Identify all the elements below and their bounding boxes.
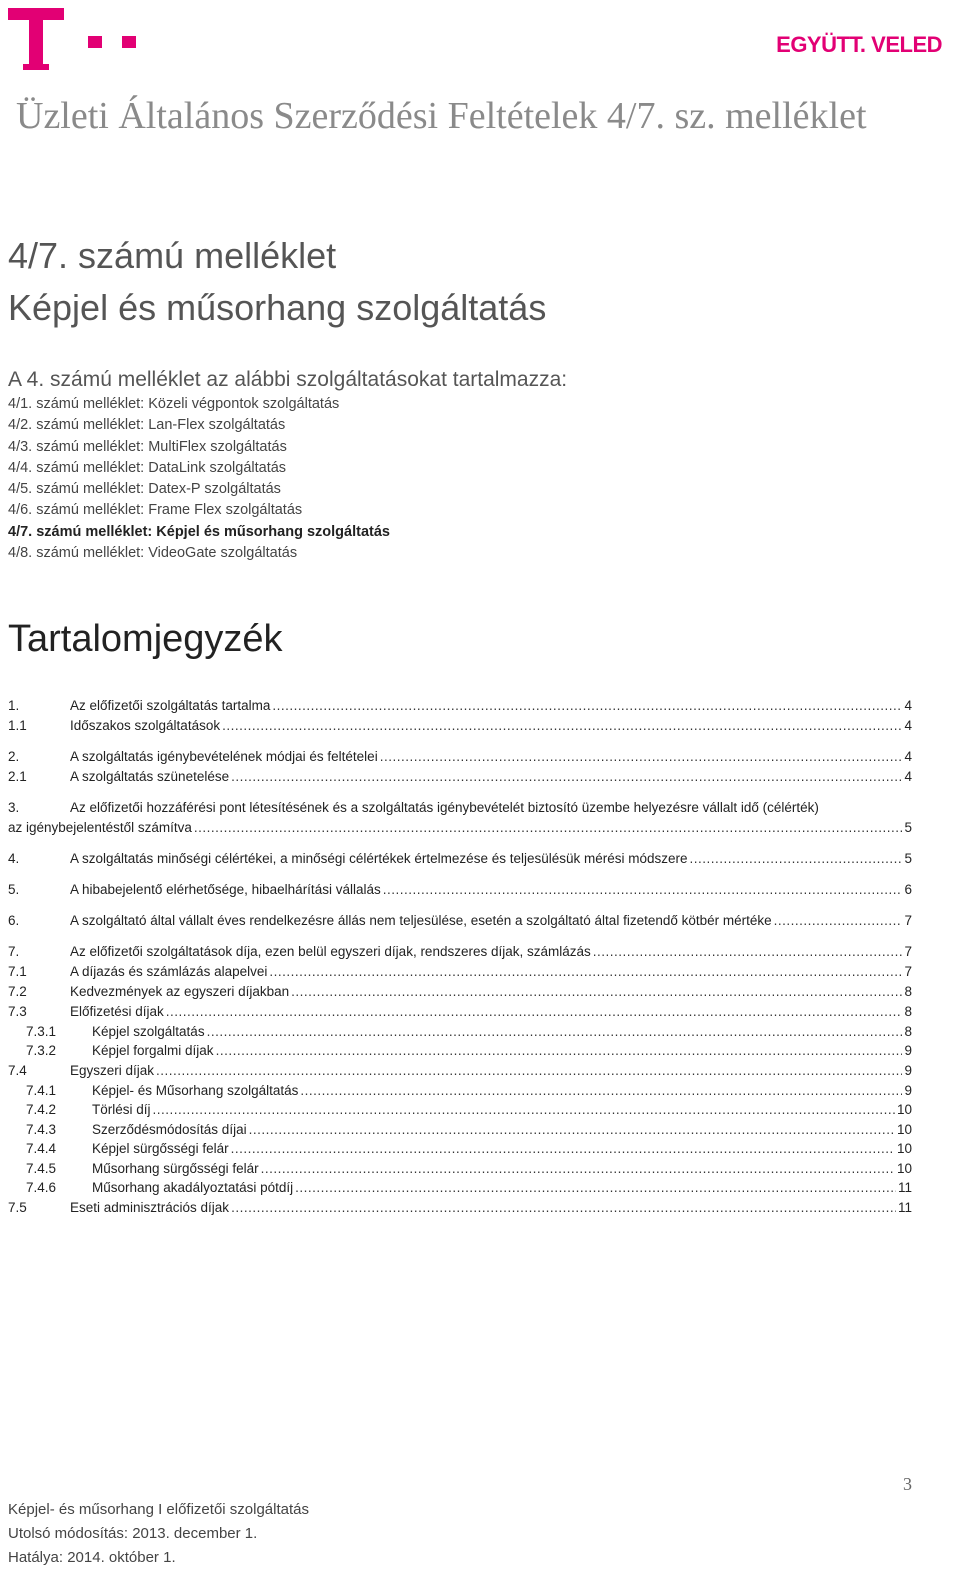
toc-number: 7. <box>8 944 20 959</box>
annex-list-item: 4/2. számú melléklet: Lan-Flex szolgáltatás <box>8 417 286 434</box>
toc-page: 9 <box>904 1083 912 1098</box>
toc-entry-3[interactable] <box>8 800 912 815</box>
toc-number: 7.3.2 <box>26 1043 57 1058</box>
toc-leader <box>295 1180 896 1195</box>
toc-page: 11 <box>897 1180 912 1195</box>
toc-page: 8 <box>904 1024 912 1039</box>
toc-leader <box>207 1024 903 1039</box>
toc-number: 3. <box>8 800 20 815</box>
toc-number: 7.4.3 <box>26 1122 57 1137</box>
toc-title: Szerződésmódosítás díjai <box>92 1122 247 1137</box>
toc-page: 4 <box>904 718 912 733</box>
toc-entry-7-4-5[interactable] <box>8 1161 912 1176</box>
toc-number: 1.1 <box>8 718 27 733</box>
annex-list-item: 4/4. számú melléklet: DataLink szolgáltatás <box>8 459 287 476</box>
toc-number: 7.4.1 <box>26 1083 57 1098</box>
toc-leader <box>216 1043 903 1058</box>
toc-leader <box>153 1102 895 1117</box>
toc-entry-7-4-6[interactable] <box>8 1180 912 1195</box>
toc-page: 4 <box>904 698 912 713</box>
toc-entry-7-4-2[interactable] <box>8 1102 912 1117</box>
toc-number: 5. <box>8 882 20 897</box>
toc-entry-7-5[interactable] <box>8 1200 912 1215</box>
toc-leader <box>166 1004 903 1019</box>
toc-leader <box>272 698 902 713</box>
toc-title: Képjel forgalmi díjak <box>92 1043 214 1058</box>
footer-effective-date: Hatálya: 2014. október 1. <box>8 1549 176 1566</box>
toc-title: Előfizetési díjak <box>70 1004 164 1019</box>
toc-page: 7 <box>904 913 912 928</box>
annex-list-item: 4/3. számú melléklet: MultiFlex szolgáltatás <box>8 438 287 455</box>
toc-leader <box>380 749 903 764</box>
toc-leader <box>269 964 902 979</box>
toc-page: 5 <box>904 851 912 866</box>
annex-list-item: 4/8. számú melléklet: VideoGate szolgáltatás <box>8 545 298 562</box>
toc-entry-1-1[interactable] <box>8 718 912 733</box>
toc-entry-7-3-1[interactable] <box>8 1024 912 1039</box>
toc-entry-7[interactable] <box>8 944 912 959</box>
annex-list-item: 4/5. számú melléklet: Datex-P szolgáltatás <box>8 481 281 498</box>
toc-entry-4[interactable] <box>8 851 912 866</box>
toc-page: 10 <box>896 1122 912 1137</box>
annex-list-item-current: 4/7. számú melléklet: Képjel és műsorhang szolgáltatás <box>8 523 390 540</box>
page-number: 3 <box>903 1474 912 1494</box>
toc-leader <box>593 944 903 959</box>
toc-title: A szolgáltató által vállalt éves rendelkezésre állás nem teljesülése, esetén a szolgáltató által fizetendő kötbér mértéke <box>70 913 772 928</box>
toc-leader <box>291 984 902 999</box>
toc-title: Eseti adminisztrációs díjak <box>70 1200 230 1215</box>
toc-title: Egyszeri díjak <box>70 1063 155 1078</box>
annex-title <box>8 230 546 334</box>
toc-entry-7-4-4[interactable] <box>8 1141 912 1156</box>
slogan: EGYÜTT. VELED <box>776 32 942 57</box>
annex-number: 4/7. számú melléklet <box>8 235 337 276</box>
toc-leader <box>300 1083 902 1098</box>
annex-list-item: 4/6. számú melléklet: Frame Flex szolgáltatás <box>8 502 303 519</box>
toc-page: 9 <box>904 1063 912 1078</box>
toc-number: 7.1 <box>8 964 27 979</box>
toc-entry-1[interactable] <box>8 698 912 713</box>
telekom-logo <box>8 8 148 74</box>
toc-page: 7 <box>904 964 912 979</box>
toc-title: Képjel sürgősségi felár <box>92 1141 229 1156</box>
toc-entry-7-4-1[interactable] <box>8 1083 912 1098</box>
toc-entry-7-1[interactable] <box>8 964 912 979</box>
toc-number: 7.4.6 <box>26 1180 57 1195</box>
toc-page: 10 <box>896 1161 912 1176</box>
toc-number: 7.3.1 <box>26 1024 57 1039</box>
toc-entry-2[interactable] <box>8 749 912 764</box>
toc-page: 10 <box>896 1102 912 1117</box>
toc-number: 7.4 <box>8 1063 27 1078</box>
annex-list-item: 4/1. számú melléklet: Közeli végpontok szolgáltatás <box>8 396 340 412</box>
annex-name: Képjel és műsorhang szolgáltatás <box>8 287 547 328</box>
toc-page: 7 <box>904 944 912 959</box>
toc-page: 8 <box>904 984 912 999</box>
toc-heading: Tartalomjegyzék <box>8 618 283 660</box>
toc-title-continued: az igénybejelentéstől számítva <box>8 820 192 835</box>
toc-title: A szolgáltatás igénybevételének módjai és feltételei <box>70 749 378 764</box>
toc-entry-5[interactable] <box>8 882 912 897</box>
footer <box>8 1498 309 1570</box>
document-title: Üzleti Általános Szerződési Feltételek 4/7. sz. melléklet <box>16 95 867 137</box>
toc-number: 7.2 <box>8 984 27 999</box>
toc-entry-7-4-3[interactable] <box>8 1122 912 1137</box>
toc-number: 1. <box>8 698 20 713</box>
toc-leader <box>194 820 903 835</box>
toc-title: Képjel szolgáltatás <box>92 1024 205 1039</box>
toc-title: Az előfizetői szolgáltatások díja, ezen belül egyszeri díjak, rendszeres díjak, számlázás <box>70 944 591 959</box>
toc-title: A szolgáltatás szünetelése <box>70 769 230 784</box>
toc-number: 7.3 <box>8 1004 27 1019</box>
toc-leader <box>222 718 902 733</box>
toc-page: 5 <box>904 820 912 835</box>
toc-title: Az előfizetői szolgáltatás tartalma <box>70 698 271 713</box>
toc-title: A díjazás és számlázás alapelvei <box>70 964 268 979</box>
toc-page: 6 <box>904 882 912 897</box>
toc-leader <box>774 913 903 928</box>
toc-number: 2.1 <box>8 769 27 784</box>
toc-entry-6[interactable] <box>8 913 912 928</box>
toc-number: 4. <box>8 851 20 866</box>
toc-number: 7.4.2 <box>26 1102 57 1117</box>
toc-page: 4 <box>904 749 912 764</box>
annex-intro: A 4. számú melléklet az alábbi szolgáltatásokat tartalmazza: <box>8 368 568 391</box>
toc-entry-7-3[interactable] <box>8 1004 912 1019</box>
toc-number: 7.5 <box>8 1200 27 1215</box>
toc-title: Képjel- és Műsorhang szolgáltatás <box>92 1083 299 1098</box>
toc-page: 9 <box>904 1043 912 1058</box>
toc-title: Kedvezmények az egyszeri díjakban <box>70 984 290 999</box>
toc-number: 7.4.4 <box>26 1141 57 1156</box>
toc-leader <box>156 1063 902 1078</box>
toc-leader <box>690 851 903 866</box>
toc-page: 11 <box>897 1200 912 1215</box>
toc-title: Műsorhang sürgősségi felár <box>92 1161 259 1176</box>
toc-page: 10 <box>896 1141 912 1156</box>
toc-title: A szolgáltatás minőségi célértékei, a minőségi célértékek értelmezése és teljesülésük mérési módszere <box>70 851 688 866</box>
toc-leader <box>231 769 902 784</box>
toc-leader <box>231 1141 895 1156</box>
toc-number: 6. <box>8 913 20 928</box>
toc-title: Törlési díj <box>92 1102 151 1117</box>
toc-number: 7.4.5 <box>26 1161 57 1176</box>
toc-title: Időszakos szolgáltatások <box>70 718 221 733</box>
toc-title: A hibabejelentő elérhetősége, hibaelhárítási vállalás <box>70 882 381 897</box>
toc-leader <box>231 1200 896 1215</box>
toc-page: 8 <box>904 1004 912 1019</box>
toc-entry-7-3-2[interactable] <box>8 1043 912 1058</box>
toc-entry-7-2[interactable] <box>8 984 912 999</box>
footer-last-modified: Utolsó módosítás: 2013. december 1. <box>8 1525 258 1542</box>
toc-leader <box>383 882 903 897</box>
toc-entry-7-4[interactable] <box>8 1063 912 1078</box>
toc-leader <box>249 1122 895 1137</box>
toc-number: 2. <box>8 749 20 764</box>
toc-page: 4 <box>904 769 912 784</box>
toc-title: Az előfizetői hozzáférési pont létesítésének és a szolgáltatás igénybevételét biztosító üzembe helyezésre vállalt idő (célérték) <box>70 800 819 815</box>
toc-entry-3-continued[interactable] <box>8 820 912 835</box>
toc-leader <box>261 1161 895 1176</box>
toc-title: Műsorhang akadályoztatási pótdíj <box>92 1180 294 1195</box>
annex-list <box>8 394 390 564</box>
footer-service-line: Képjel- és műsorhang I előfizetői szolgáltatás <box>8 1501 309 1518</box>
toc-entry-2-1[interactable] <box>8 769 912 784</box>
